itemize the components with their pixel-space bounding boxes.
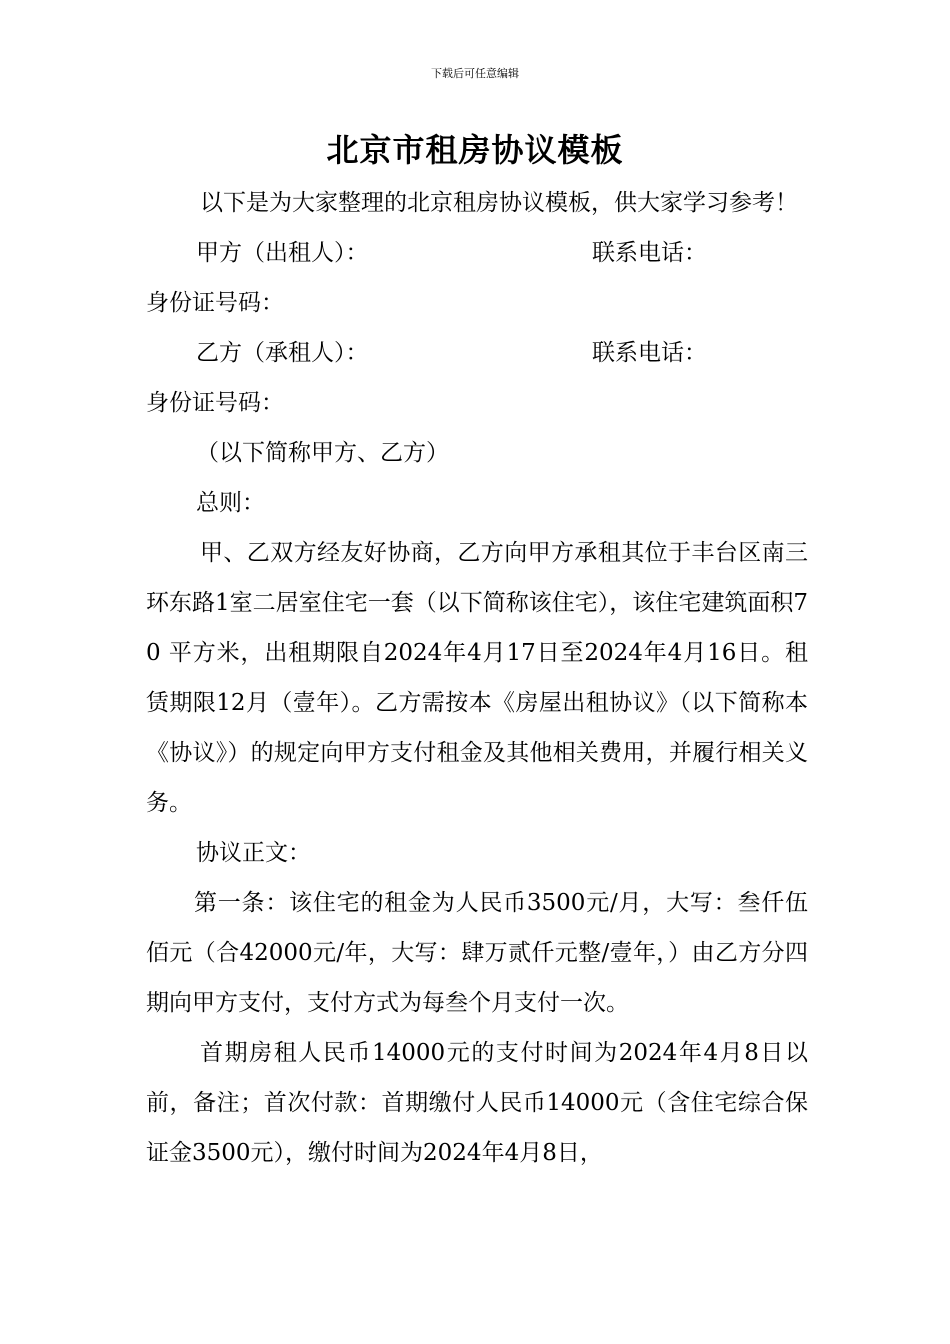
party-a-label: 甲方（出租人）： [196, 240, 369, 266]
party-a-id-label: 身份证号码： [146, 290, 284, 316]
document-title: 北京市租房协议模板 [326, 131, 624, 169]
general-paragraph: 甲、乙双方经友好协商，乙方向甲方承租其位于丰台区南三环东路1室二居室住宅一套（以下简称该住宅），该住宅建筑面积70 平方米，出租期限自2024年4月17日至2024年4月16日。租赁期限12月（壹年）。乙方需按本《房屋出租协议》（以下简称本《协议》）的规定向甲方支付租金及其他相关费用，并履行相关义务。 [146, 540, 808, 816]
first-payment-paragraph: 首期房租人民币14000元的支付时间为2024年4月8日以前，备注；首次付款：首期缴付人民币14000元（含住宅综合保证金3500元），缴付时间为2024年4月8日， [146, 1040, 808, 1166]
agreement-heading: 协议正文： [196, 840, 311, 866]
party-a-phone-label: 联系电话： [592, 240, 707, 266]
document-body [146, 178, 808, 1178]
party-b-label: 乙方（承租人）： [196, 340, 369, 366]
header-note: 下载后可任意编辑 [431, 67, 519, 80]
party-b-row [146, 328, 808, 378]
party-a-row [146, 228, 808, 278]
party-b-id-label: 身份证号码： [146, 390, 284, 416]
party-b-phone-label: 联系电话： [592, 340, 707, 366]
abbreviation-note: （以下简称甲方、乙方） [196, 440, 449, 466]
article-1-paragraph: 第一条：该住宅的租金为人民币3500元/月，大写：叁仟伍佰元（合42000元/年，大写：肆万贰仟元整/壹年，）由乙方分四期向甲方支付，支付方式为每叁个月支付一次。 [146, 890, 808, 1016]
general-heading: 总则： [196, 490, 265, 516]
intro-paragraph: 以下是为大家整理的北京租房协议模板，供大家学习参考！ [200, 190, 798, 216]
